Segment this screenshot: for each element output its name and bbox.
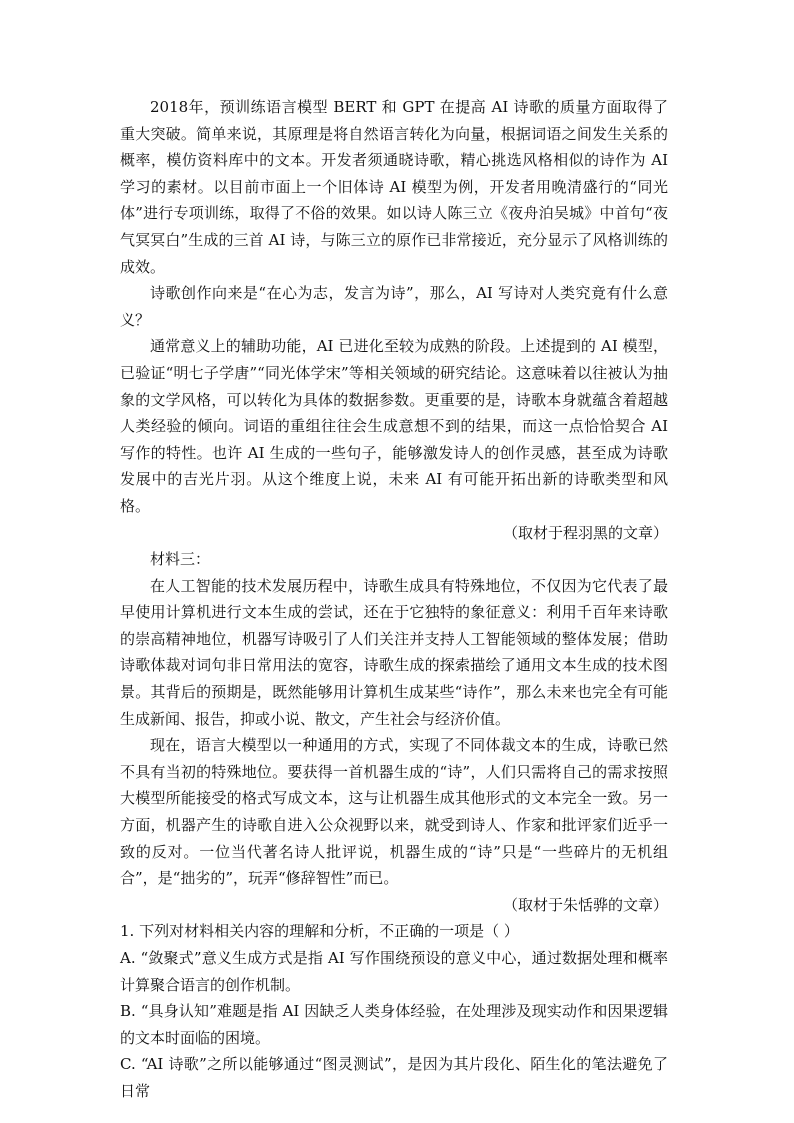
question-option: A. “敛聚式”意义生成方式是指 AI 写作围绕预设的意义中心，通过数据处理和概率计算聚合语言的创作机制。	[120, 949, 668, 994]
paragraph: 在人工智能的技术发展历程中，诗歌生成具有特殊地位，不仅因为它代表了最早使用计算机进行文本生成的尝试，还在于它独特的象征意义：利用千百年来诗歌的崇高精神地位，机器写诗吸引了人们关注并支持人工智能领域的整体发展；借助诗歌体裁对词句非日常用法的宽容，诗歌生成的探索描绘了通用文本生成的技术图景。其背后的预期是，既然能够用计算机生成某些“诗作”，那么未来也完全有可能生成新闻、报告，抑或小说、散文，产生社会与经济价值。	[120, 576, 668, 728]
question-option: B. “具身认知”难题是指 AI 因缺乏人类身体经验，在处理涉及现实动作和因果逻辑的文本时面临的困境。	[120, 1002, 668, 1047]
source-attribution: （取材于朱恬骅的文章）	[502, 895, 668, 914]
source-attribution: （取材于程羽黑的文章）	[502, 523, 668, 542]
paragraph: 诗歌创作向来是“在心为志，发言为诗”，那么，AI 写诗对人类究竟有什么意义？	[120, 284, 668, 329]
paragraph: 2018年，预训练语言模型 BERT 和 GPT 在提高 AI 诗歌的质量方面取得了重大突破。简单来说，其原理是将自然语言转化为向量，根据词语之间发生关系的概率，模仿资料库中的文本。开发者须通晓诗歌，精心挑选风格相似的诗作为 AI 学习的素材。以目前市面上一个旧体诗 AI 模型为例，开发者用晚清盛行的“同光体”进行专项训练，取得了不俗的效果。如以诗人陈三立《夜舟泊吴城》中首句“夜气冥冥白”生成的三首 AI 诗，与陈三立的原作已非常接近，充分显示了风格训练的成效。	[120, 98, 668, 276]
question-option: C. “AI 诗歌”之所以能够通过“图灵测试”，是因为其片段化、陌生化的笔法避免了日常	[120, 1055, 668, 1100]
document-page	[120, 94, 668, 1105]
paragraph: 现在，语言大模型以一种通用的方式，实现了不同体裁文本的生成，诗歌已然不具有当初的特殊地位。要获得一首机器生成的“诗”，人们只需将自己的需求按照大模型所能接受的格式写成文本，这与让机器生成其他形式的文本完全一致。另一方面，机器产生的诗歌自进入公众视野以来，就受到诗人、作家和批评家们近乎一致的反对。一位当代著名诗人批评说，机器生成的“诗”只是“一些碎片的无机组合”，是“拙劣的”，玩弄“修辞智性”而已。	[120, 736, 668, 888]
question-stem: 1. 下列对材料相关内容的理解和分析，不正确的一项是（ ）	[120, 922, 519, 941]
material-label: 材料三：	[150, 550, 211, 569]
paragraph: 通常意义上的辅助功能，AI 已进化至较为成熟的阶段。上述提到的 AI 模型，已验证“明七子学唐”“同光体学宋”等相关领域的研究结论。这意味着以往被认为抽象的文学风格，可以转化为具体的数据参数。更重要的是，诗歌本身就蕴含着超越人类经验的倾向。词语的重组往往会生成意想不到的结果，而这一点恰恰契合 AI 写作的特性。也许 AI 生成的一些句子，能够激发诗人的创作灵感，甚至成为诗歌发展中的吉光片羽。从这个维度上说，未来 AI 有可能开拓出新的诗歌类型和风格。	[120, 337, 668, 515]
